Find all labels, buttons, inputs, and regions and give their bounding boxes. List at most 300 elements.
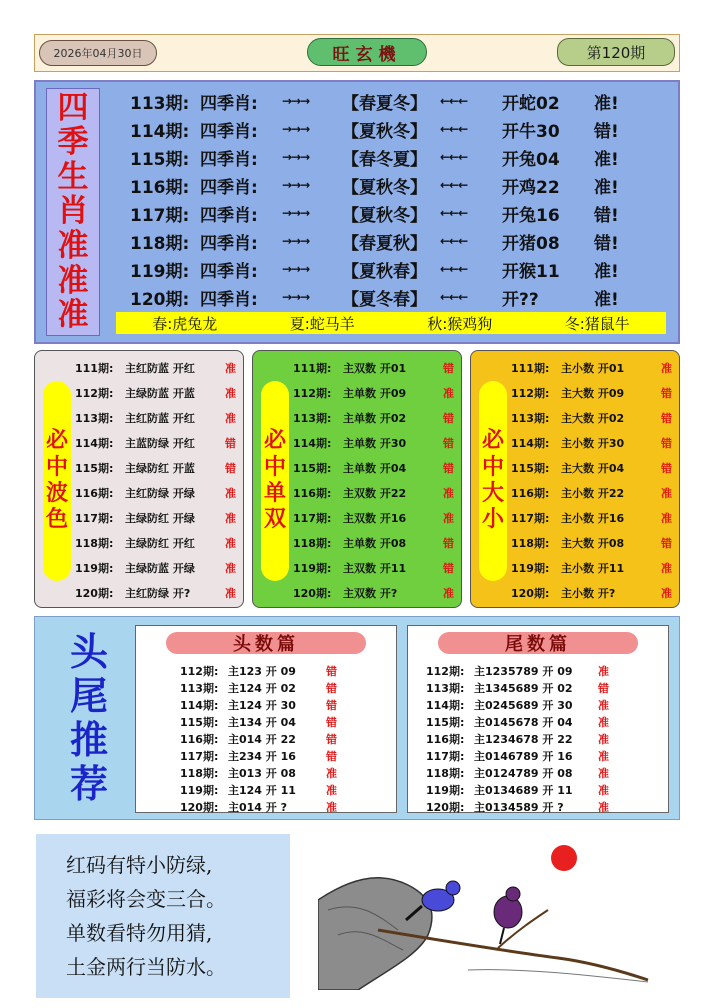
head-row [180, 679, 346, 696]
bigsmall-verdict: 错 [661, 411, 672, 425]
seasons-arrow_l: →→→ [282, 206, 310, 220]
seasons-verdict: 准! [594, 177, 619, 198]
seasons-label: 四季肖: [200, 177, 258, 198]
head-verdict: 错 [326, 681, 337, 695]
oddeven-period: 116期: [293, 486, 332, 500]
bigsmall-text: 主大数 开04 [561, 461, 625, 475]
seasons-arrow_r: ←←← [440, 150, 468, 164]
bigsmall-period: 120期: [511, 586, 550, 600]
seasons-label: 四季肖: [200, 233, 258, 254]
bigsmall-row [511, 430, 681, 455]
wave-text: 主绿防红 开绿 [125, 511, 195, 525]
bigsmall-period: 116期: [511, 486, 550, 500]
seasons-row [130, 256, 670, 282]
bigsmall-text: 主小数 开30 [561, 436, 625, 450]
oddeven-period: 119期: [293, 561, 332, 575]
head-tail-panel [34, 616, 680, 820]
bigsmall-period: 112期: [511, 386, 550, 400]
head-verdict: 错 [326, 749, 337, 763]
oddeven-verdict: 错 [443, 461, 454, 475]
wave-title-char: 必 [45, 428, 68, 454]
bigsmall-text: 主大数 开08 [561, 536, 625, 550]
red-sun-icon [551, 845, 577, 871]
head-verdict: 错 [326, 698, 337, 712]
tail-text: 主0134589 开 ? [474, 800, 564, 814]
oddeven-row [293, 480, 463, 505]
oddeven-row [293, 405, 463, 430]
wave-text: 主绿防蓝 开蓝 [125, 386, 195, 400]
seasons-result: 开兔16 [502, 205, 560, 226]
seasons-arrow_l: →→→ [282, 234, 310, 248]
seasons-label: 四季肖: [200, 205, 258, 226]
seasons-period: 116期: [130, 177, 190, 198]
wave-period: 118期: [75, 536, 114, 550]
tail-row [426, 747, 618, 764]
legend-item: 春:虎兔龙 [152, 314, 218, 333]
head-verdict: 准 [326, 800, 337, 814]
wave-verdict: 准 [225, 536, 236, 550]
poem-line: 单数看特勿用猜, [66, 921, 213, 945]
bigsmall-period: 113期: [511, 411, 550, 425]
wave-text: 主红防蓝 开红 [125, 361, 195, 375]
seasons-result: 开猴11 [502, 261, 560, 282]
seasons-bracket: 【夏秋冬】 [342, 205, 427, 226]
head-text: 主134 开 04 [228, 715, 296, 729]
head-period: 118期: [180, 766, 219, 780]
bigsmall-period: 118期: [511, 536, 550, 550]
head-period: 117期: [180, 749, 219, 763]
head-period: 119期: [180, 783, 219, 797]
seasons-bracket: 【夏秋冬】 [342, 177, 427, 198]
seasons-arrow_l: →→→ [282, 262, 310, 276]
oddeven-row [293, 355, 463, 380]
bigsmall-row [511, 355, 681, 380]
oddeven-title-char: 必 [263, 428, 286, 454]
seasons-label: 四季肖: [200, 149, 258, 170]
seasons-bracket: 【春冬夏】 [342, 149, 427, 170]
bigsmall-verdict: 准 [661, 486, 672, 500]
bigsmall-row [511, 455, 681, 480]
tail-verdict: 准 [598, 749, 609, 763]
oddeven-period: 120期: [293, 586, 332, 600]
seasons-label: 四季肖: [200, 121, 258, 142]
wave-period: 120期: [75, 586, 114, 600]
head-verdict: 错 [326, 715, 337, 729]
head-text: 主014 开 22 [228, 732, 296, 746]
seasons-verdict: 错! [594, 233, 619, 254]
poem-box [36, 834, 290, 998]
wave-text: 主绿防红 开红 [125, 536, 195, 550]
wave-text: 主红防绿 开? [125, 586, 191, 600]
seasons-arrow_r: ←←← [440, 262, 468, 276]
head-text: 主124 开 30 [228, 698, 296, 712]
wave-verdict: 错 [225, 461, 236, 475]
oddeven-period: 113期: [293, 411, 332, 425]
oddeven-period: 118期: [293, 536, 332, 550]
seasons-arrow_l: →→→ [282, 290, 310, 304]
head-text: 主014 开 ? [228, 800, 288, 814]
wave-row [75, 505, 245, 530]
poem-line: 红码有特小防绿, [66, 853, 213, 877]
branch-icon [378, 930, 648, 980]
seasons-period: 114期: [130, 121, 190, 142]
head-verdict: 错 [326, 732, 337, 746]
seasons-result: 开牛30 [502, 121, 560, 142]
tail-verdict: 准 [598, 766, 609, 780]
head-row [180, 781, 346, 798]
head-period: 113期: [180, 681, 219, 695]
head-text: 主123 开 09 [228, 664, 296, 678]
bigsmall-text: 主小数 开11 [561, 561, 625, 575]
bigsmall-text: 主小数 开? [561, 586, 616, 600]
wave-period: 117期: [75, 511, 114, 525]
head-tail-title-char: 推 [69, 718, 108, 762]
seasons-title [46, 88, 100, 336]
seasons-arrow_l: →→→ [282, 94, 310, 108]
legend-item: 冬:猪鼠牛 [564, 314, 630, 333]
oddeven-verdict: 准 [443, 386, 454, 400]
bigsmall-text: 主大数 开09 [561, 386, 625, 400]
seasons-title-char: 准 [57, 262, 89, 299]
head-row [180, 662, 346, 679]
wave-period: 116期: [75, 486, 114, 500]
wave-title-char: 中 [45, 454, 68, 480]
seasons-period: 117期: [130, 205, 190, 226]
wave-period: 112期: [75, 386, 114, 400]
bigsmall-text: 主小数 开16 [561, 511, 625, 525]
seasons-arrow_l: →→→ [282, 178, 310, 192]
wave-row [75, 355, 245, 380]
seasons-legend [116, 312, 666, 334]
head-tail-title-char: 头 [69, 630, 108, 674]
oddeven-text: 主单数 开09 [343, 386, 407, 400]
bigsmall-title-char: 大 [481, 481, 504, 506]
bigsmall-period: 119期: [511, 561, 550, 575]
head-period: 116期: [180, 732, 219, 746]
rock-icon [318, 878, 432, 990]
bigsmall-text: 主小数 开01 [561, 361, 625, 375]
tail-text: 主1234678 开 22 [474, 732, 573, 746]
oddeven-period: 115期: [293, 461, 332, 475]
tail-period: 114期: [426, 698, 465, 712]
tail-row [426, 798, 618, 815]
seasons-label: 四季肖: [200, 261, 258, 282]
tail-text: 主0134689 开 11 [474, 783, 573, 797]
wave-period: 115期: [75, 461, 114, 475]
head-period: 115期: [180, 715, 219, 729]
wave-row [75, 455, 245, 480]
wave-row [75, 430, 245, 455]
odd-even-title [261, 381, 289, 581]
bigsmall-row [511, 380, 681, 405]
bigsmall-title-char: 中 [481, 454, 504, 480]
oddeven-text: 主双数 开? [343, 586, 398, 600]
oddeven-verdict: 准 [443, 511, 454, 525]
bigsmall-verdict: 错 [661, 436, 672, 450]
seasons-arrow_r: ←←← [440, 94, 468, 108]
wave-row [75, 380, 245, 405]
tail-number-box [407, 625, 669, 813]
bigsmall-title-char: 小 [481, 507, 504, 533]
oddeven-text: 主单数 开04 [343, 461, 407, 475]
head-verdict: 准 [326, 766, 337, 780]
seasons-title-char: 四 [57, 89, 89, 126]
wave-verdict: 准 [225, 361, 236, 375]
head-row [180, 747, 346, 764]
tail-period: 113期: [426, 681, 465, 695]
seasons-bracket: 【夏冬春】 [342, 289, 427, 310]
oddeven-period: 117期: [293, 511, 332, 525]
oddeven-row [293, 530, 463, 555]
wave-period: 119期: [75, 561, 114, 575]
oddeven-verdict: 错 [443, 361, 454, 375]
bigsmall-row [511, 530, 681, 555]
oddeven-verdict: 错 [443, 561, 454, 575]
bigsmall-row [511, 505, 681, 530]
seasons-label: 四季肖: [200, 93, 258, 114]
seasons-label: 四季肖: [200, 289, 258, 310]
header-bar [34, 34, 680, 72]
tail-verdict: 准 [598, 715, 609, 729]
wave-text: 主绿防红 开蓝 [125, 461, 195, 475]
tail-period: 120期: [426, 800, 465, 814]
bigsmall-row [511, 480, 681, 505]
brand-logo: 旺玄機 [307, 38, 427, 66]
seasons-result: 开猪08 [502, 233, 560, 254]
tail-row [426, 662, 618, 679]
seasons-title-char: 肖 [57, 193, 89, 230]
seasons-result: 开蛇02 [502, 93, 560, 114]
seasons-verdict: 准! [594, 289, 619, 310]
seasons-bracket: 【春夏冬】 [342, 93, 427, 114]
bigsmall-row [511, 555, 681, 580]
wave-verdict: 准 [225, 386, 236, 400]
head-row [180, 696, 346, 713]
oddeven-row [293, 505, 463, 530]
tail-text: 主1235789 开 09 [474, 664, 573, 678]
head-text: 主124 开 11 [228, 783, 296, 797]
purple-bird-icon [494, 896, 522, 928]
oddeven-title-char: 单 [263, 481, 286, 506]
tail-period: 115期: [426, 715, 465, 729]
bigsmall-verdict: 准 [661, 561, 672, 575]
seasons-arrow_l: →→→ [282, 122, 310, 136]
odd-even-panel [252, 350, 462, 608]
tail-text: 主0145678 开 04 [474, 715, 573, 729]
seasons-row [130, 284, 670, 310]
tail-text: 主0146789 开 16 [474, 749, 573, 763]
wave-text: 主蓝防绿 开红 [125, 436, 195, 450]
seasons-bracket: 【夏秋冬】 [342, 121, 427, 142]
wave-verdict: 准 [225, 561, 236, 575]
tail-text: 主0124789 开 08 [474, 766, 573, 780]
bigsmall-period: 115期: [511, 461, 550, 475]
seasons-verdict: 准! [594, 93, 619, 114]
tail-verdict: 错 [598, 681, 609, 695]
head-number-box [135, 625, 397, 813]
bigsmall-text: 主小数 开22 [561, 486, 625, 500]
head-verdict: 准 [326, 783, 337, 797]
bigsmall-period: 114期: [511, 436, 550, 450]
seasons-result: 开?? [502, 289, 539, 310]
tail-verdict: 准 [598, 800, 609, 814]
bigsmall-title-char: 必 [481, 428, 504, 454]
oddeven-row [293, 555, 463, 580]
oddeven-row [293, 430, 463, 455]
tail-period: 118期: [426, 766, 465, 780]
oddeven-verdict: 错 [443, 411, 454, 425]
tail-text: 主0245689 开 30 [474, 698, 573, 712]
head-period: 120期: [180, 800, 219, 814]
seasons-arrow_r: ←←← [440, 290, 468, 304]
issue-badge: 第120期 [557, 38, 675, 66]
seasons-arrow_r: ←←← [440, 206, 468, 220]
oddeven-verdict: 准 [443, 486, 454, 500]
seasons-verdict: 准! [594, 149, 619, 170]
tail-period: 112期: [426, 664, 465, 678]
tail-row [426, 679, 618, 696]
oddeven-period: 111期: [293, 361, 332, 375]
tail-row [426, 764, 618, 781]
oddeven-text: 主双数 开01 [343, 361, 407, 375]
date-badge: 2026年04月30日 [39, 40, 157, 66]
wave-verdict: 准 [225, 486, 236, 500]
seasons-verdict: 错! [594, 121, 619, 142]
tail-period: 117期: [426, 749, 465, 763]
tail-row [426, 781, 618, 798]
oddeven-verdict: 错 [443, 436, 454, 450]
oddeven-period: 112期: [293, 386, 332, 400]
bigsmall-text: 主大数 开02 [561, 411, 625, 425]
wave-verdict: 错 [225, 436, 236, 450]
seasons-period: 119期: [130, 261, 190, 282]
seasons-period: 120期: [130, 289, 190, 310]
head-tail-title [49, 630, 129, 806]
big-small-panel [470, 350, 680, 608]
tail-row [426, 730, 618, 747]
wave-text: 主红防蓝 开红 [125, 411, 195, 425]
bigsmall-verdict: 错 [661, 461, 672, 475]
oddeven-text: 主单数 开02 [343, 411, 407, 425]
head-period: 112期: [180, 664, 219, 678]
bigsmall-row [511, 580, 681, 605]
seasons-bracket: 【夏秋春】 [342, 261, 427, 282]
oddeven-text: 主单数 开08 [343, 536, 407, 550]
bigsmall-verdict: 错 [661, 386, 672, 400]
wave-row [75, 580, 245, 605]
seasons-result: 开兔04 [502, 149, 560, 170]
oddeven-title-char: 双 [263, 507, 286, 533]
oddeven-verdict: 准 [443, 586, 454, 600]
oddeven-text: 主双数 开11 [343, 561, 407, 575]
seasons-title-char: 季 [57, 124, 89, 161]
seasons-row [130, 144, 670, 170]
seasons-arrow_r: ←←← [440, 122, 468, 136]
seasons-period: 118期: [130, 233, 190, 254]
head-verdict: 错 [326, 664, 337, 678]
bigsmall-row [511, 405, 681, 430]
wave-verdict: 准 [225, 586, 236, 600]
tail-period: 116期: [426, 732, 465, 746]
head-row [180, 798, 346, 815]
tail-row [426, 713, 618, 730]
poem-line: 福彩将会变三合。 [66, 887, 226, 911]
seasons-bracket: 【春夏秋】 [342, 233, 427, 254]
bigsmall-verdict: 准 [661, 586, 672, 600]
bigsmall-period: 117期: [511, 511, 550, 525]
tail-verdict: 准 [598, 783, 609, 797]
oddeven-row [293, 380, 463, 405]
wave-period: 113期: [75, 411, 114, 425]
oddeven-row [293, 580, 463, 605]
tail-number-title: 尾数篇 [438, 632, 638, 654]
wave-period: 114期: [75, 436, 114, 450]
tail-text: 主1345689 开 02 [474, 681, 573, 695]
seasons-period: 113期: [130, 93, 190, 114]
oddeven-verdict: 错 [443, 536, 454, 550]
bigsmall-period: 111期: [511, 361, 550, 375]
wave-row [75, 405, 245, 430]
wave-period: 111期: [75, 361, 114, 375]
head-tail-title-char: 荐 [69, 762, 108, 806]
big-small-title [479, 381, 507, 581]
legend-item: 秋:猴鸡狗 [427, 314, 493, 333]
wave-row [75, 530, 245, 555]
seasons-title-char: 准 [57, 228, 89, 265]
oddeven-title-char: 中 [263, 454, 286, 480]
seasons-title-char: 准 [57, 297, 89, 334]
seasons-result: 开鸡22 [502, 177, 560, 198]
oddeven-row [293, 455, 463, 480]
seasons-row [130, 200, 670, 226]
seasons-zodiac-panel [34, 80, 680, 344]
head-row [180, 730, 346, 747]
seasons-row [130, 116, 670, 142]
tail-verdict: 准 [598, 732, 609, 746]
legend-item: 夏:蛇马羊 [289, 314, 355, 333]
bigsmall-verdict: 准 [661, 511, 672, 525]
seasons-title-char: 生 [57, 158, 89, 195]
wave-verdict: 准 [225, 411, 236, 425]
poem-line: 土金两行当防水。 [66, 955, 226, 979]
wave-text: 主红防绿 开绿 [125, 486, 195, 500]
seasons-period: 115期: [130, 149, 190, 170]
tail-verdict: 准 [598, 664, 609, 678]
head-row [180, 713, 346, 730]
seasons-row [130, 172, 670, 198]
tail-verdict: 准 [598, 698, 609, 712]
seasons-arrow_r: ←←← [440, 178, 468, 192]
head-row [180, 764, 346, 781]
wave-row [75, 555, 245, 580]
wave-color-panel [34, 350, 244, 608]
oddeven-period: 114期: [293, 436, 332, 450]
seasons-arrow_l: →→→ [282, 150, 310, 164]
wave-verdict: 准 [225, 511, 236, 525]
bigsmall-verdict: 错 [661, 536, 672, 550]
wave-title-char: 色 [45, 507, 68, 533]
tail-row [426, 696, 618, 713]
oddeven-text: 主双数 开22 [343, 486, 407, 500]
seasons-row [130, 228, 670, 254]
oddeven-text: 主单数 开30 [343, 436, 407, 450]
wave-row [75, 480, 245, 505]
wave-text: 主绿防蓝 开绿 [125, 561, 195, 575]
tail-period: 119期: [426, 783, 465, 797]
wave-color-title [43, 381, 71, 581]
oddeven-text: 主双数 开16 [343, 511, 407, 525]
head-text: 主013 开 08 [228, 766, 296, 780]
